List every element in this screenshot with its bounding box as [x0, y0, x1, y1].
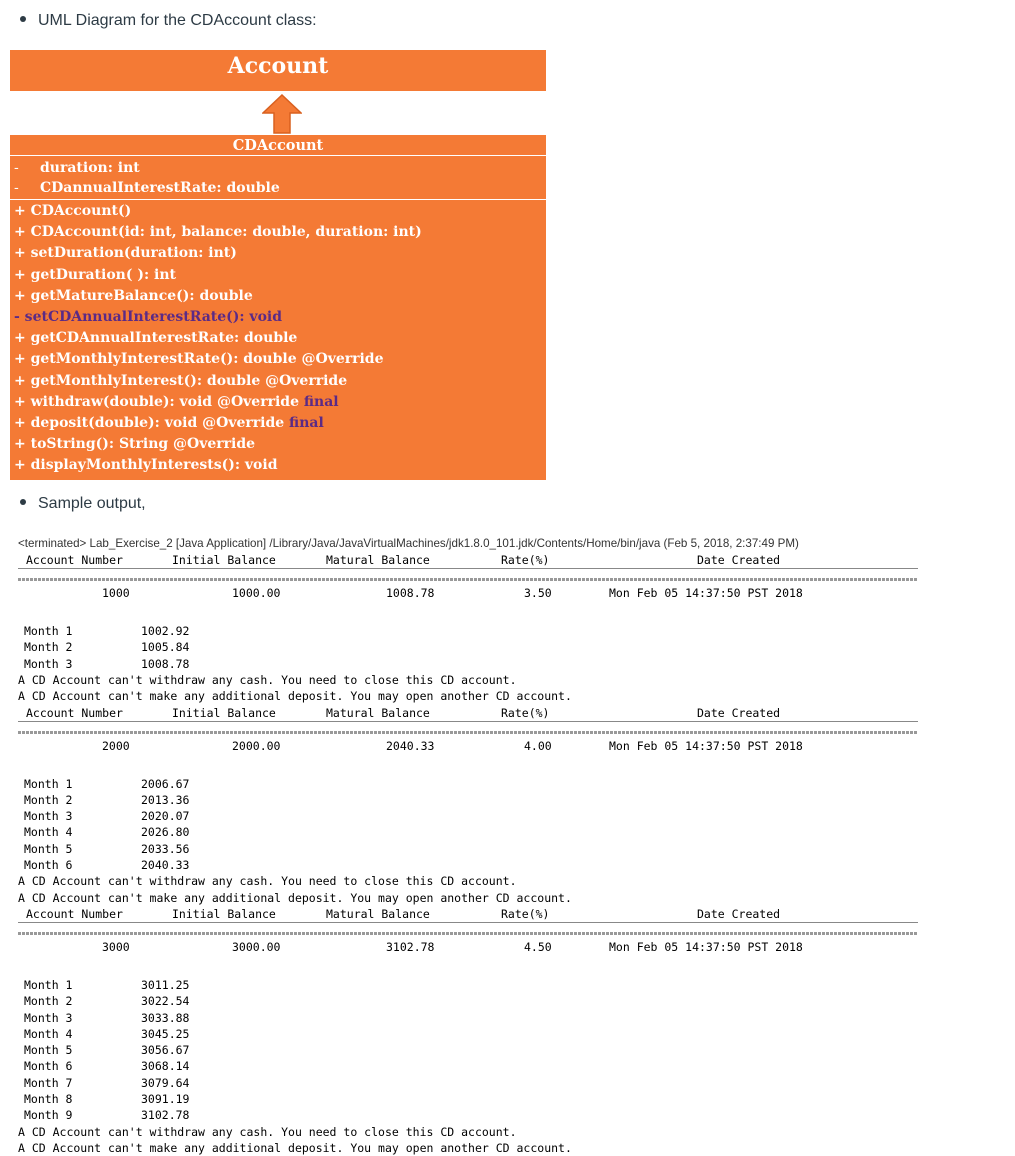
month-label: Month 3	[24, 656, 73, 671]
month-balance: 3045.25	[141, 1026, 190, 1041]
uml-method-final: final	[289, 414, 324, 431]
month-label: Month 6	[24, 1059, 73, 1074]
console-column-header: Initial Balance	[172, 553, 276, 567]
month-balance: 2040.33	[141, 858, 190, 872]
console-column-header: Matural Balance	[326, 906, 430, 921]
month-label: Month 9	[24, 1108, 73, 1123]
month-label: Month 4	[24, 1026, 73, 1041]
header-rule	[18, 568, 918, 569]
deposit-message: A CD Account can't make any additional deposit. You may open another CD account.	[18, 1140, 572, 1155]
console-terminated-line: <terminated> Lab_Exercise_2 [Java Application] /Library/Java/JavaVirtualMachines/jdk1.8.0_101.jdk/Contents/Home/bin/java (Feb 5, 2018, 2:37:49 PM)	[18, 537, 799, 550]
month-label: Month 5	[24, 841, 73, 856]
uml-method-text: + getDuration( ): int	[14, 266, 176, 283]
uml-method-text: + getCDAnnualInterestRate: double	[14, 330, 298, 347]
withdraw-message: A CD Account can't withdraw any cash. You need to close this CD account.	[18, 1124, 517, 1139]
bullet-dot-icon	[20, 499, 26, 505]
month-label: Month 1	[24, 977, 73, 992]
uml-field-text: CDannualInterestRate: double	[40, 180, 280, 196]
sample-bullet-text: Sample output,	[38, 495, 146, 512]
uml-bullet-text: UML Diagram for the CDAccount class:	[38, 12, 317, 29]
console-column-header: Matural Balance	[326, 705, 430, 720]
uml-method-text: + getMonthlyInterest(): double @Override	[14, 372, 348, 389]
header-rule	[18, 721, 918, 722]
uml-method	[10, 286, 546, 307]
initial-balance: 2000.00	[232, 738, 281, 753]
month-label: Month 2	[24, 994, 73, 1009]
separator-rule	[18, 932, 918, 935]
date-created: Mon Feb 05 14:37:50 PST 2018	[609, 939, 803, 954]
uml-method-text: + toString(): String @Override	[14, 436, 256, 453]
console-column-header: Rate(%)	[501, 906, 550, 921]
account-number: 2000	[102, 738, 130, 753]
uml-bullet	[20, 12, 317, 30]
uml-method-text: + getMatureBalance(): double	[14, 287, 253, 304]
bullet-dot-icon	[20, 16, 26, 22]
uml-method-text: + setDuration(duration: int)	[14, 245, 237, 262]
uml-field-text: duration: int	[40, 160, 140, 176]
uml-method	[10, 265, 546, 286]
month-label: Month 3	[24, 1010, 73, 1025]
month-label: Month 2	[24, 640, 73, 655]
uml-child-class-name: CDAccount	[232, 137, 324, 154]
date-created: Mon Feb 05 14:37:50 PST 2018	[609, 738, 803, 753]
separator-rule	[18, 731, 918, 734]
month-label: Month 5	[24, 1043, 73, 1058]
month-balance: 1008.78	[141, 656, 190, 671]
console-column-header: Rate(%)	[501, 553, 550, 567]
month-balance: 3068.14	[141, 1059, 190, 1074]
uml-method-text: + displayMonthlyInterests(): void	[14, 457, 278, 474]
initial-balance: 1000.00	[232, 586, 281, 600]
uml-method	[10, 307, 546, 328]
uml-method	[10, 222, 546, 243]
uml-method-text: + withdraw(double): void @Override	[14, 393, 304, 410]
withdraw-message: A CD Account can't withdraw any cash. You need to close this CD account.	[18, 672, 517, 687]
uml-field-visibility: -	[14, 180, 19, 196]
month-label: Month 8	[24, 1092, 73, 1106]
uml-method	[10, 201, 546, 222]
month-balance: 2006.67	[141, 776, 190, 791]
month-balance: 2033.56	[141, 841, 190, 856]
separator-rule	[18, 578, 918, 581]
uml-method	[10, 349, 546, 370]
month-balance: 3102.78	[141, 1108, 190, 1123]
month-label: Month 2	[24, 792, 73, 807]
inheritance-arrow-icon	[262, 94, 302, 134]
account-number: 3000	[102, 939, 130, 954]
uml-parent-class-box	[10, 50, 546, 91]
console-column-header: Rate(%)	[501, 705, 550, 720]
uml-methods	[10, 200, 546, 476]
month-balance: 3011.25	[141, 977, 190, 992]
month-balance: 1002.92	[141, 624, 190, 638]
uml-method	[10, 434, 546, 455]
month-balance: 2020.07	[141, 809, 190, 824]
date-created: Mon Feb 05 14:37:50 PST 2018	[609, 586, 803, 600]
month-balance: 3022.54	[141, 994, 190, 1009]
header-rule	[18, 922, 918, 923]
withdraw-message: A CD Account can't withdraw any cash. You need to close this CD account.	[18, 874, 517, 889]
uml-method	[10, 328, 546, 349]
month-label: Month 1	[24, 624, 73, 638]
mature-balance: 1008.78	[386, 586, 435, 600]
account-number: 1000	[102, 586, 130, 600]
rate: 4.50	[524, 939, 552, 954]
month-balance: 1005.84	[141, 640, 190, 655]
uml-method-text: + getMonthlyInterestRate(): double @Override	[14, 351, 384, 368]
month-label: Month 4	[24, 825, 73, 840]
month-balance: 3079.64	[141, 1075, 190, 1090]
console-column-header: Date Created	[697, 553, 781, 567]
uml-method-text: + CDAccount()	[14, 203, 132, 219]
console-column-header: Initial Balance	[172, 906, 276, 921]
uml-method-final: final	[303, 393, 339, 410]
initial-balance: 3000.00	[232, 939, 281, 954]
month-balance: 3033.88	[141, 1010, 190, 1025]
uml-field	[10, 178, 546, 198]
rate: 3.50	[524, 586, 552, 600]
month-label: Month 3	[24, 809, 73, 824]
uml-fields	[10, 156, 546, 199]
month-label: Month 1	[24, 776, 73, 791]
console-column-header: Initial Balance	[172, 705, 276, 720]
console-column-header: Date Created	[697, 705, 781, 720]
console-column-header: Matural Balance	[326, 553, 430, 567]
uml-field-visibility: -	[14, 160, 19, 176]
console-column-header: Account Number	[26, 553, 123, 567]
uml-parent-class-name: Account	[227, 53, 329, 79]
mature-balance: 2040.33	[386, 738, 435, 753]
console-column-header: Account Number	[26, 705, 123, 720]
uml-field	[10, 158, 546, 178]
uml-method-text: + deposit(double): void @Override	[14, 414, 290, 431]
month-label: Month 7	[24, 1075, 73, 1090]
month-label: Month 6	[24, 858, 73, 872]
rate: 4.00	[524, 738, 552, 753]
mature-balance: 3102.78	[386, 939, 435, 954]
deposit-message: A CD Account can't make any additional deposit. You may open another CD account.	[18, 890, 572, 905]
uml-method	[10, 413, 546, 434]
uml-method-text: - setCDAnnualInterestRate(): void	[14, 308, 283, 325]
month-balance: 3091.19	[141, 1092, 190, 1106]
uml-method-text: + CDAccount(id: int, balance: double, duration: int)	[14, 224, 422, 241]
month-balance: 2026.80	[141, 825, 190, 840]
console-column-header: Date Created	[697, 906, 781, 921]
console-column-header: Account Number	[26, 906, 123, 921]
uml-method	[10, 371, 546, 392]
month-balance: 2013.36	[141, 792, 190, 807]
uml-child-class-box	[10, 135, 546, 480]
uml-method	[10, 455, 546, 476]
deposit-message: A CD Account can't make any additional deposit. You may open another CD account.	[18, 689, 572, 704]
month-balance: 3056.67	[141, 1043, 190, 1058]
uml-method	[10, 243, 546, 264]
uml-method	[10, 392, 546, 413]
sample-bullet	[20, 495, 146, 513]
